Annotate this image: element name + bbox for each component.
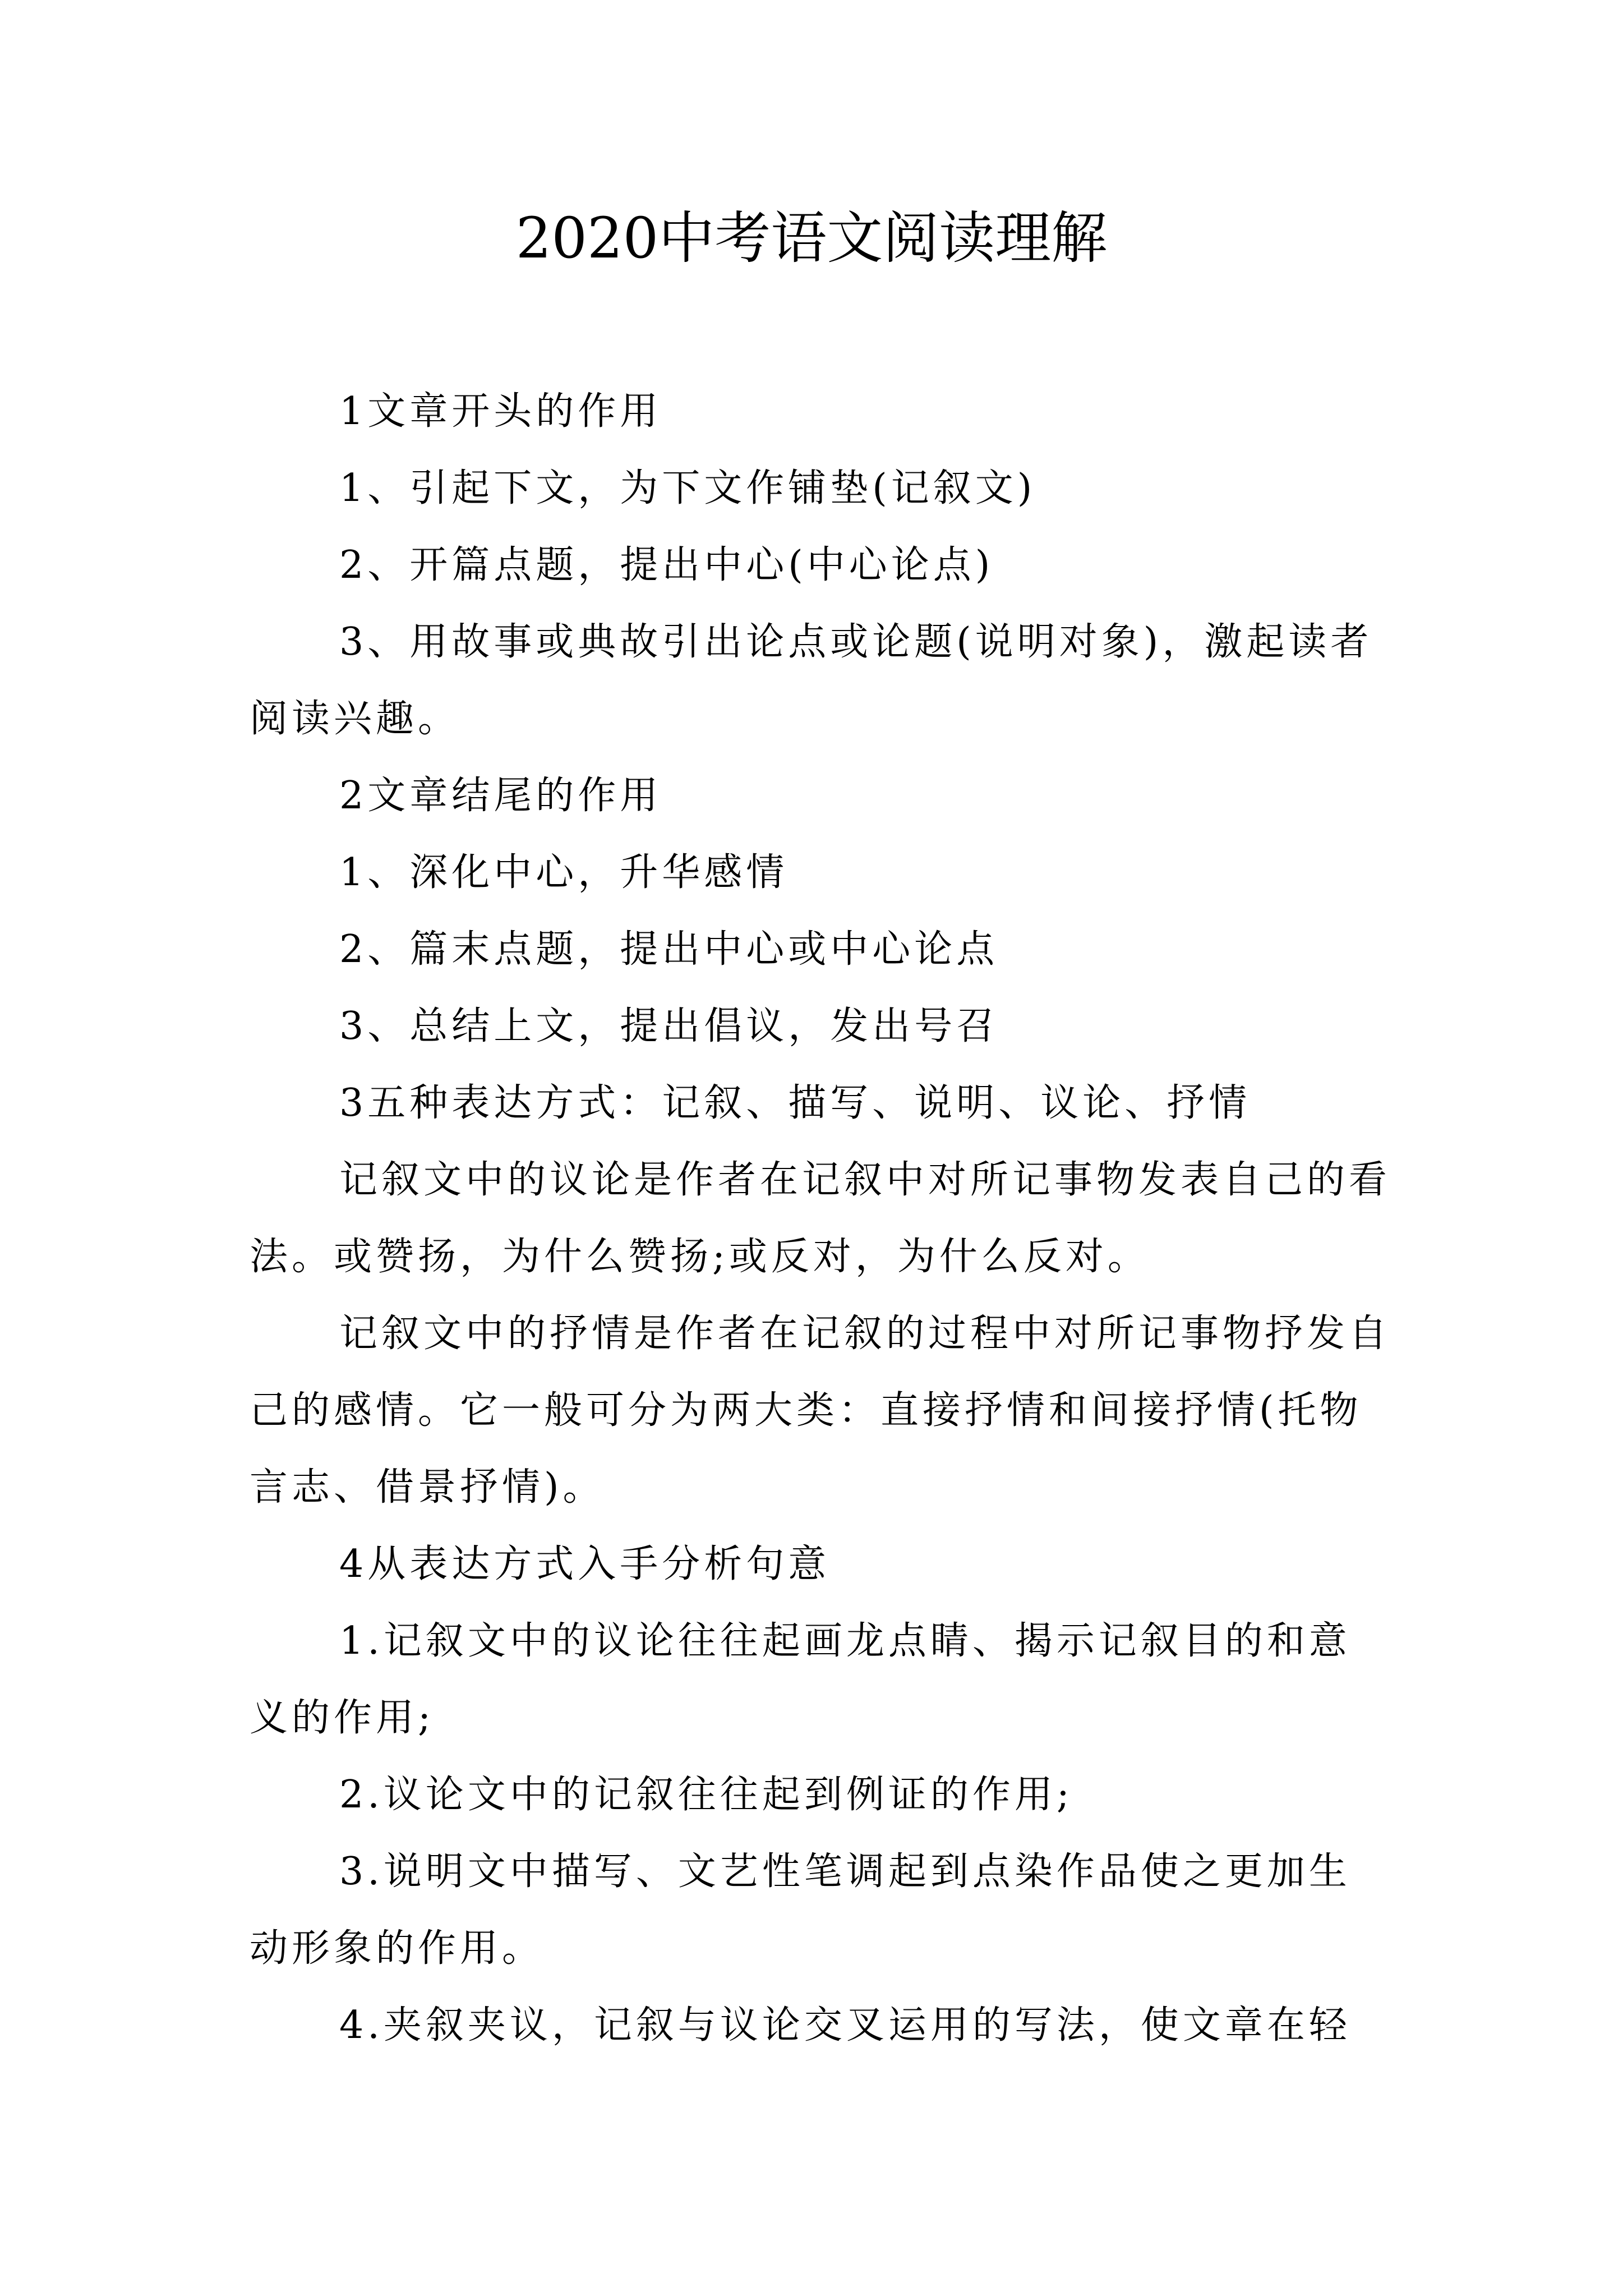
paragraph: 1文章开头的作用 xyxy=(339,389,662,434)
paragraph: 2、开篇点题，提出中心(中心论点) xyxy=(339,543,994,587)
paragraph: 1.记叙文中的议论往往起画龙点睛、揭示记叙目的和意义的作用; xyxy=(250,1619,1351,1740)
document-title: 2020中考语文阅读理解 xyxy=(515,205,1108,271)
paragraph: 3、用故事或典故引出论点或论题(说明对象)，激起读者阅读兴趣。 xyxy=(250,620,1373,741)
paragraph: 2文章结尾的作用 xyxy=(339,774,662,818)
paragraph: 3.说明文中描写、文艺性笔调起到点染作品使之更加生动形象的作用。 xyxy=(250,1849,1351,1971)
paragraph: 3五种表达方式：记叙、描写、说明、议论、抒情 xyxy=(339,1081,1251,1125)
paragraph: 3、总结上文，提出倡议，发出号召 xyxy=(339,1004,999,1048)
paragraph: 1、深化中心，升华感情 xyxy=(339,850,789,895)
paragraph: 2.议论文中的记叙往往起到例证的作用; xyxy=(339,1773,1073,1817)
paragraph: 4从表达方式入手分析句意 xyxy=(339,1542,831,1586)
document-body xyxy=(250,373,1391,2064)
paragraph: 记叙文中的议论是作者在记叙中对所记事物发表自己的看法。或赞扬，为什么赞扬;或反对，为什么反对。 xyxy=(250,1158,1391,1279)
paragraph: 1、引起下文，为下文作铺垫(记叙文) xyxy=(339,466,1036,510)
paragraph: 2、篇末点题，提出中心或中心论点 xyxy=(339,927,999,972)
paragraph: 4.夹叙夹议，记叙与议论交叉运用的写法，使文章在轻 xyxy=(339,2003,1351,2047)
paragraph: 记叙文中的抒情是作者在记叙的过程中对所记事物抒发自己的感情。它一般可分为两大类：直接抒情和间接抒情(托物言志、借景抒情)。 xyxy=(250,1312,1391,1510)
